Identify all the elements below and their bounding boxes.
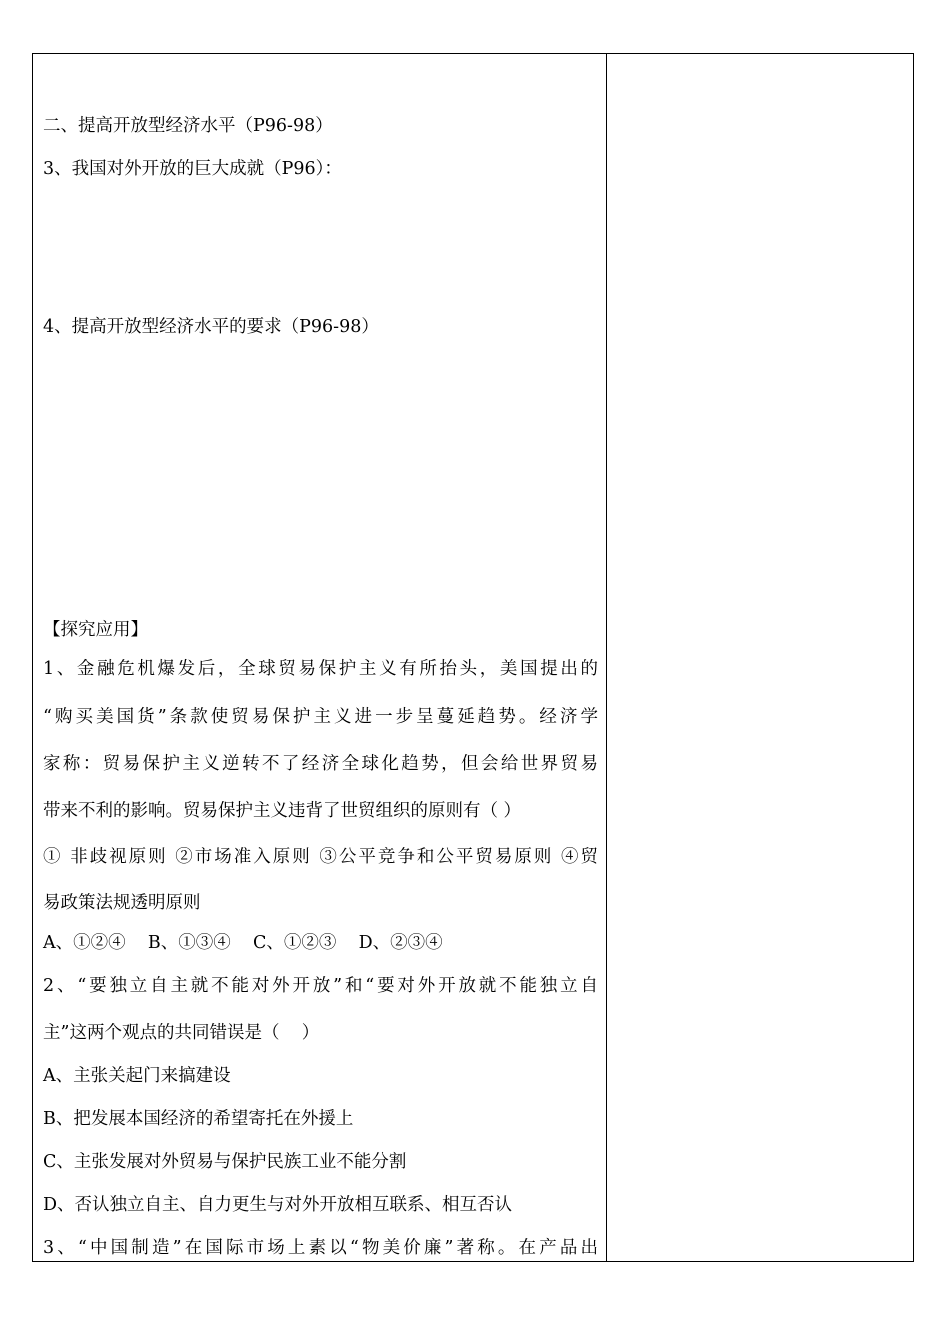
q2-line-1: 2、“要独立自主就不能对外开放”和“要对外开放就不能独立自	[43, 976, 598, 996]
q1-line-4: 带来不利的影响。贸易保护主义违背了世贸组织的原则有（ ）	[43, 801, 522, 821]
q1-line-3: 家称：贸易保护主义逆转不了经济全球化趋势，但会给世界贸易	[43, 754, 598, 774]
q1-line-2: “购买美国货”条款使贸易保护主义进一步呈蔓延趋势。经济学	[43, 707, 598, 727]
item-3-achievements: 3、我国对外开放的巨大成就（P96）：	[43, 159, 342, 179]
q1-line-1: 1、金融危机爆发后，全球贸易保护主义有所抬头，美国提出的	[43, 659, 598, 679]
q1-line-6: 易政策法规透明原则	[43, 893, 201, 913]
q2-option-d: D、否认独立自主、自力更生与对外开放相互联系、相互否认	[43, 1195, 513, 1215]
q2-line-2: 主”这两个观点的共同错误是（ ）	[43, 1023, 320, 1043]
item-4-requirements: 4、提高开放型经济水平的要求（P96-98）	[43, 317, 379, 337]
content-cell	[33, 54, 606, 1261]
q3-line-1: 3、“中国制造”在国际市场上素以“物美价廉”著称。在产品出	[43, 1238, 598, 1258]
worksheet-table	[32, 53, 914, 1262]
notes-cell	[607, 54, 913, 1261]
q1-options: A、①②④ B、①③④ C、①②③ D、②③④	[43, 933, 443, 953]
section-heading: 二、提高开放型经济水平（P96-98）	[43, 116, 333, 136]
q1-line-5: ① 非歧视原则 ②市场准入原则 ③公平竞争和公平贸易原则 ④贸	[43, 847, 598, 867]
explore-heading: 【探究应用】	[43, 620, 148, 640]
q2-option-b: B、把发展本国经济的希望寄托在外援上	[43, 1109, 354, 1129]
q2-option-a: A、主张关起门来搞建设	[43, 1066, 231, 1086]
q2-option-c: C、主张发展对外贸易与保护民族工业不能分割	[43, 1152, 407, 1172]
